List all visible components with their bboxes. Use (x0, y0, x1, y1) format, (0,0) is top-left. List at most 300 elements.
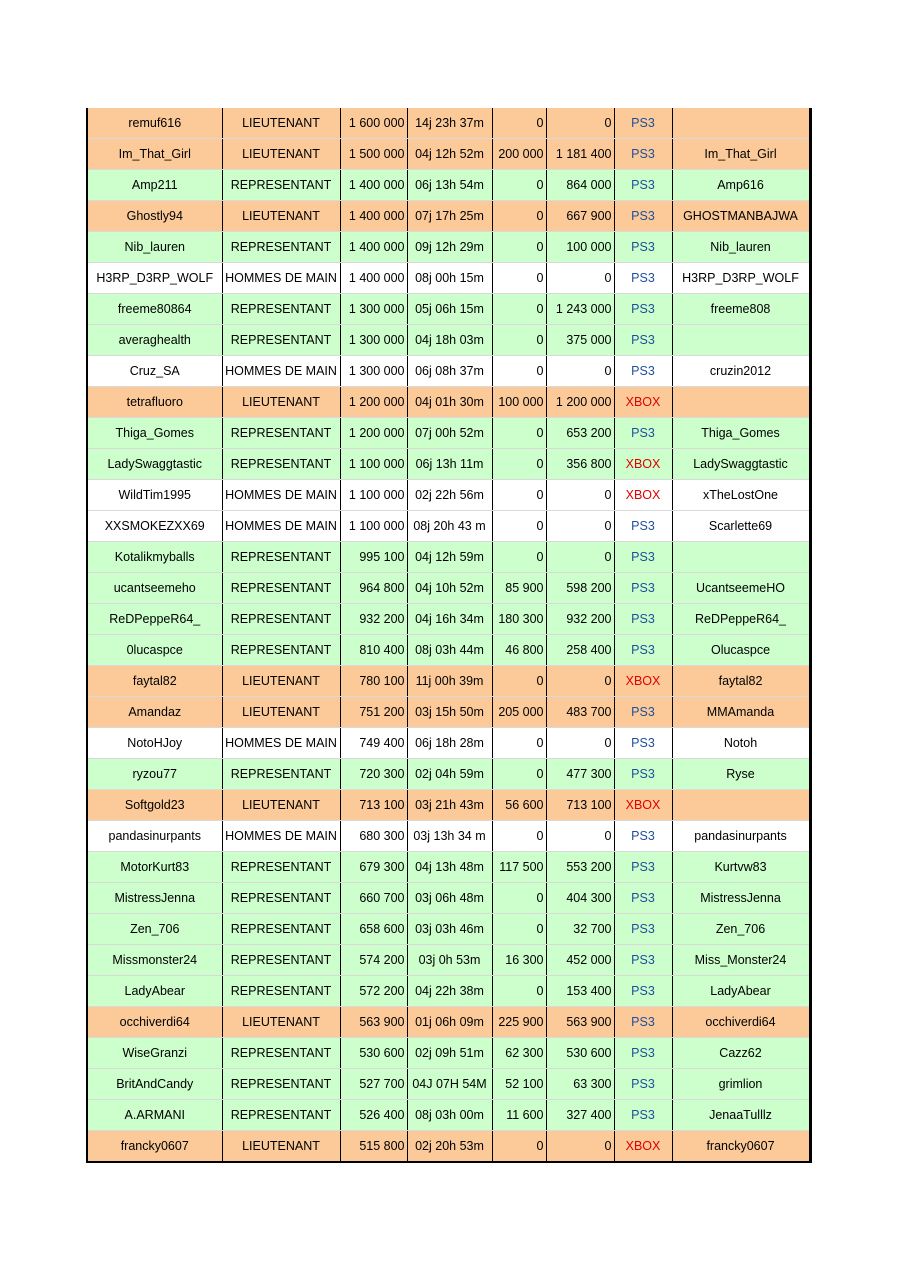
cell-rank: LIEUTENANT (222, 790, 340, 821)
cell-points: 1 600 000 (340, 108, 407, 139)
cell-rank: REPRESENTANT (222, 852, 340, 883)
cell-platform: PS3 (614, 573, 672, 604)
cell-alias: cruzin2012 (672, 356, 810, 387)
cell-name: remuf616 (87, 108, 222, 139)
cell-points: 658 600 (340, 914, 407, 945)
cell-points: 932 200 (340, 604, 407, 635)
cell-alias: francky0607 (672, 1131, 810, 1163)
cell-alias (672, 790, 810, 821)
cell-rank: LIEUTENANT (222, 387, 340, 418)
cell-value-2: 0 (546, 263, 614, 294)
cell-points: 1 100 000 (340, 449, 407, 480)
cell-alias: LadyAbear (672, 976, 810, 1007)
table-row (87, 759, 810, 790)
table-row (87, 728, 810, 759)
cell-time: 06j 18h 28m (407, 728, 492, 759)
cell-value-1: 100 000 (492, 387, 546, 418)
cell-platform: PS3 (614, 1007, 672, 1038)
cell-points: 1 200 000 (340, 418, 407, 449)
cell-rank: LIEUTENANT (222, 108, 340, 139)
cell-name: ucantseemeho (87, 573, 222, 604)
cell-value-1: 0 (492, 542, 546, 573)
cell-value-2: 553 200 (546, 852, 614, 883)
cell-platform: PS3 (614, 356, 672, 387)
cell-rank: REPRESENTANT (222, 883, 340, 914)
table-row (87, 387, 810, 418)
table-row (87, 511, 810, 542)
cell-platform: XBOX (614, 1131, 672, 1163)
cell-value-2: 563 900 (546, 1007, 614, 1038)
cell-points: 515 800 (340, 1131, 407, 1163)
cell-points: 574 200 (340, 945, 407, 976)
table-row (87, 914, 810, 945)
table-row (87, 945, 810, 976)
cell-time: 04j 13h 48m (407, 852, 492, 883)
cell-rank: LIEUTENANT (222, 697, 340, 728)
cell-points: 1 300 000 (340, 294, 407, 325)
cell-value-2: 0 (546, 108, 614, 139)
table-row (87, 170, 810, 201)
cell-alias: Scarlette69 (672, 511, 810, 542)
cell-platform: PS3 (614, 418, 672, 449)
cell-name: Amandaz (87, 697, 222, 728)
cell-rank: LIEUTENANT (222, 139, 340, 170)
cell-alias: MistressJenna (672, 883, 810, 914)
cell-alias (672, 325, 810, 356)
cell-value-1: 0 (492, 294, 546, 325)
cell-rank: REPRESENTANT (222, 542, 340, 573)
cell-alias: grimlion (672, 1069, 810, 1100)
cell-rank: REPRESENTANT (222, 449, 340, 480)
cell-time: 04j 18h 03m (407, 325, 492, 356)
cell-name: Softgold23 (87, 790, 222, 821)
cell-alias: JenaaTulllz (672, 1100, 810, 1131)
cell-platform: PS3 (614, 914, 672, 945)
cell-time: 02j 09h 51m (407, 1038, 492, 1069)
cell-value-2: 1 181 400 (546, 139, 614, 170)
cell-alias: Kurtvw83 (672, 852, 810, 883)
cell-time: 07j 17h 25m (407, 201, 492, 232)
cell-points: 995 100 (340, 542, 407, 573)
cell-platform: XBOX (614, 449, 672, 480)
cell-platform: XBOX (614, 387, 672, 418)
cell-value-2: 713 100 (546, 790, 614, 821)
table-row (87, 449, 810, 480)
cell-value-1: 0 (492, 759, 546, 790)
cell-value-2: 356 800 (546, 449, 614, 480)
table-row (87, 294, 810, 325)
cell-platform: PS3 (614, 232, 672, 263)
cell-value-1: 0 (492, 325, 546, 356)
cell-name: Ghostly94 (87, 201, 222, 232)
cell-value-1: 205 000 (492, 697, 546, 728)
cell-points: 679 300 (340, 852, 407, 883)
cell-alias: pandasinurpants (672, 821, 810, 852)
cell-rank: HOMMES DE MAIN (222, 480, 340, 511)
cell-name: Thiga_Gomes (87, 418, 222, 449)
cell-name: tetrafluoro (87, 387, 222, 418)
cell-value-1: 46 800 (492, 635, 546, 666)
cell-alias: Zen_706 (672, 914, 810, 945)
cell-alias: MMAmanda (672, 697, 810, 728)
cell-value-1: 0 (492, 201, 546, 232)
cell-value-1: 11 600 (492, 1100, 546, 1131)
cell-time: 02j 04h 59m (407, 759, 492, 790)
cell-time: 03j 13h 34 m (407, 821, 492, 852)
cell-name: freeme80864 (87, 294, 222, 325)
cell-name: LadyAbear (87, 976, 222, 1007)
cell-time: 03j 15h 50m (407, 697, 492, 728)
cell-rank: REPRESENTANT (222, 759, 340, 790)
cell-points: 1 100 000 (340, 511, 407, 542)
table-row (87, 480, 810, 511)
cell-points: 660 700 (340, 883, 407, 914)
table-row (87, 418, 810, 449)
cell-value-1: 85 900 (492, 573, 546, 604)
cell-alias: LadySwaggtastic (672, 449, 810, 480)
cell-name: H3RP_D3RP_WOLF (87, 263, 222, 294)
cell-value-2: 530 600 (546, 1038, 614, 1069)
cell-name: Zen_706 (87, 914, 222, 945)
cell-rank: HOMMES DE MAIN (222, 821, 340, 852)
cell-points: 680 300 (340, 821, 407, 852)
cell-rank: HOMMES DE MAIN (222, 728, 340, 759)
cell-value-2: 0 (546, 356, 614, 387)
cell-value-1: 52 100 (492, 1069, 546, 1100)
cell-value-2: 932 200 (546, 604, 614, 635)
cell-alias: GHOSTMANBAJWA (672, 201, 810, 232)
cell-time: 01j 06h 09m (407, 1007, 492, 1038)
members-table (86, 108, 812, 1163)
cell-time: 06j 13h 54m (407, 170, 492, 201)
cell-platform: PS3 (614, 821, 672, 852)
cell-value-1: 16 300 (492, 945, 546, 976)
cell-value-1: 0 (492, 232, 546, 263)
table-row (87, 356, 810, 387)
table-row (87, 108, 810, 139)
cell-value-2: 1 243 000 (546, 294, 614, 325)
cell-value-1: 0 (492, 666, 546, 697)
cell-value-1: 0 (492, 263, 546, 294)
cell-rank: REPRESENTANT (222, 914, 340, 945)
cell-value-2: 100 000 (546, 232, 614, 263)
cell-time: 03j 03h 46m (407, 914, 492, 945)
cell-platform: PS3 (614, 511, 672, 542)
cell-name: 0lucaspce (87, 635, 222, 666)
cell-time: 07j 00h 52m (407, 418, 492, 449)
cell-value-1: 0 (492, 480, 546, 511)
table-row (87, 1007, 810, 1038)
cell-value-2: 32 700 (546, 914, 614, 945)
cell-alias (672, 108, 810, 139)
cell-rank: REPRESENTANT (222, 170, 340, 201)
cell-value-2: 0 (546, 666, 614, 697)
cell-platform: PS3 (614, 170, 672, 201)
cell-points: 1 200 000 (340, 387, 407, 418)
cell-points: 751 200 (340, 697, 407, 728)
cell-points: 810 400 (340, 635, 407, 666)
cell-time: 04j 01h 30m (407, 387, 492, 418)
cell-time: 08j 03h 44m (407, 635, 492, 666)
cell-points: 1 400 000 (340, 201, 407, 232)
cell-rank: HOMMES DE MAIN (222, 511, 340, 542)
cell-rank: HOMMES DE MAIN (222, 356, 340, 387)
cell-platform: PS3 (614, 1069, 672, 1100)
cell-platform: PS3 (614, 945, 672, 976)
cell-value-2: 1 200 000 (546, 387, 614, 418)
table-row (87, 883, 810, 914)
cell-value-2: 153 400 (546, 976, 614, 1007)
table-row (87, 232, 810, 263)
cell-value-1: 0 (492, 821, 546, 852)
cell-platform: PS3 (614, 697, 672, 728)
cell-value-2: 477 300 (546, 759, 614, 790)
cell-alias: Olucaspce (672, 635, 810, 666)
cell-points: 1 100 000 (340, 480, 407, 511)
cell-value-2: 0 (546, 480, 614, 511)
cell-alias: UcantseemeHO (672, 573, 810, 604)
table-row (87, 1131, 810, 1163)
cell-points: 720 300 (340, 759, 407, 790)
cell-rank: LIEUTENANT (222, 1131, 340, 1163)
cell-points: 572 200 (340, 976, 407, 1007)
cell-alias: Nib_lauren (672, 232, 810, 263)
cell-time: 04j 12h 59m (407, 542, 492, 573)
cell-time: 14j 23h 37m (407, 108, 492, 139)
cell-platform: PS3 (614, 759, 672, 790)
cell-points: 964 800 (340, 573, 407, 604)
cell-platform: PS3 (614, 108, 672, 139)
cell-alias: Cazz62 (672, 1038, 810, 1069)
cell-platform: PS3 (614, 1038, 672, 1069)
cell-time: 04j 22h 38m (407, 976, 492, 1007)
cell-name: averaghealth (87, 325, 222, 356)
table-row (87, 697, 810, 728)
cell-value-1: 0 (492, 914, 546, 945)
cell-time: 03j 0h 53m (407, 945, 492, 976)
cell-value-1: 117 500 (492, 852, 546, 883)
cell-name: faytal82 (87, 666, 222, 697)
cell-value-2: 0 (546, 511, 614, 542)
table-row (87, 573, 810, 604)
cell-alias: xTheLostOne (672, 480, 810, 511)
cell-time: 09j 12h 29m (407, 232, 492, 263)
cell-value-1: 56 600 (492, 790, 546, 821)
cell-time: 06j 13h 11m (407, 449, 492, 480)
cell-name: Nib_lauren (87, 232, 222, 263)
table-row (87, 1100, 810, 1131)
cell-rank: REPRESENTANT (222, 1038, 340, 1069)
cell-platform: XBOX (614, 666, 672, 697)
table-row (87, 821, 810, 852)
table-row (87, 139, 810, 170)
cell-value-2: 864 000 (546, 170, 614, 201)
cell-time: 06j 08h 37m (407, 356, 492, 387)
cell-rank: REPRESENTANT (222, 945, 340, 976)
cell-value-1: 200 000 (492, 139, 546, 170)
cell-value-1: 225 900 (492, 1007, 546, 1038)
cell-value-2: 258 400 (546, 635, 614, 666)
cell-alias: H3RP_D3RP_WOLF (672, 263, 810, 294)
cell-platform: PS3 (614, 294, 672, 325)
cell-time: 03j 21h 43m (407, 790, 492, 821)
table-row (87, 852, 810, 883)
cell-points: 780 100 (340, 666, 407, 697)
cell-platform: PS3 (614, 201, 672, 232)
cell-points: 1 400 000 (340, 263, 407, 294)
table-row (87, 542, 810, 573)
cell-platform: XBOX (614, 790, 672, 821)
cell-name: LadySwaggtastic (87, 449, 222, 480)
cell-name: NotoHJoy (87, 728, 222, 759)
cell-time: 02j 22h 56m (407, 480, 492, 511)
cell-name: WildTim1995 (87, 480, 222, 511)
cell-time: 08j 03h 00m (407, 1100, 492, 1131)
cell-value-1: 0 (492, 511, 546, 542)
cell-time: 04j 16h 34m (407, 604, 492, 635)
cell-name: MistressJenna (87, 883, 222, 914)
cell-value-1: 0 (492, 356, 546, 387)
cell-value-1: 0 (492, 418, 546, 449)
cell-platform: PS3 (614, 852, 672, 883)
cell-points: 527 700 (340, 1069, 407, 1100)
table-row (87, 1038, 810, 1069)
cell-rank: REPRESENTANT (222, 573, 340, 604)
cell-points: 1 300 000 (340, 325, 407, 356)
table-row (87, 201, 810, 232)
table-row (87, 325, 810, 356)
cell-name: Im_That_Girl (87, 139, 222, 170)
cell-value-2: 404 300 (546, 883, 614, 914)
cell-rank: REPRESENTANT (222, 1100, 340, 1131)
cell-alias: Amp616 (672, 170, 810, 201)
cell-alias (672, 387, 810, 418)
cell-time: 11j 00h 39m (407, 666, 492, 697)
cell-alias (672, 542, 810, 573)
cell-name: ReDPeppeR64_ (87, 604, 222, 635)
cell-value-1: 0 (492, 108, 546, 139)
cell-platform: PS3 (614, 883, 672, 914)
cell-time: 08j 00h 15m (407, 263, 492, 294)
cell-name: ryzou77 (87, 759, 222, 790)
cell-alias: occhiverdi64 (672, 1007, 810, 1038)
cell-alias: faytal82 (672, 666, 810, 697)
cell-points: 1 300 000 (340, 356, 407, 387)
cell-points: 749 400 (340, 728, 407, 759)
table-row (87, 604, 810, 635)
cell-platform: PS3 (614, 1100, 672, 1131)
cell-rank: REPRESENTANT (222, 418, 340, 449)
cell-value-2: 0 (546, 821, 614, 852)
cell-value-2: 452 000 (546, 945, 614, 976)
cell-value-1: 0 (492, 1131, 546, 1163)
cell-time: 04J 07H 54M (407, 1069, 492, 1100)
cell-value-2: 598 200 (546, 573, 614, 604)
cell-platform: PS3 (614, 604, 672, 635)
cell-alias: Miss_Monster24 (672, 945, 810, 976)
cell-time: 05j 06h 15m (407, 294, 492, 325)
cell-platform: PS3 (614, 728, 672, 759)
cell-platform: PS3 (614, 325, 672, 356)
cell-name: WiseGranzi (87, 1038, 222, 1069)
cell-time: 08j 20h 43 m (407, 511, 492, 542)
cell-platform: XBOX (614, 480, 672, 511)
cell-rank: REPRESENTANT (222, 635, 340, 666)
cell-alias: Notoh (672, 728, 810, 759)
cell-rank: LIEUTENANT (222, 1007, 340, 1038)
cell-value-2: 327 400 (546, 1100, 614, 1131)
table-row (87, 976, 810, 1007)
cell-platform: PS3 (614, 976, 672, 1007)
cell-time: 03j 06h 48m (407, 883, 492, 914)
cell-points: 530 600 (340, 1038, 407, 1069)
cell-name: MotorKurt83 (87, 852, 222, 883)
table-row (87, 263, 810, 294)
cell-alias: freeme808 (672, 294, 810, 325)
cell-name: A.ARMANI (87, 1100, 222, 1131)
cell-value-1: 0 (492, 728, 546, 759)
cell-time: 02j 20h 53m (407, 1131, 492, 1163)
cell-value-2: 0 (546, 542, 614, 573)
cell-value-2: 0 (546, 728, 614, 759)
table-body (87, 108, 810, 1162)
cell-value-1: 62 300 (492, 1038, 546, 1069)
cell-rank: LIEUTENANT (222, 666, 340, 697)
cell-name: BritAndCandy (87, 1069, 222, 1100)
table-row (87, 666, 810, 697)
cell-points: 526 400 (340, 1100, 407, 1131)
cell-value-2: 483 700 (546, 697, 614, 728)
cell-alias: ReDPeppeR64_ (672, 604, 810, 635)
cell-points: 713 100 (340, 790, 407, 821)
cell-value-2: 63 300 (546, 1069, 614, 1100)
cell-value-2: 0 (546, 1131, 614, 1163)
cell-value-1: 0 (492, 883, 546, 914)
cell-alias: Ryse (672, 759, 810, 790)
cell-platform: PS3 (614, 635, 672, 666)
cell-value-1: 180 300 (492, 604, 546, 635)
cell-rank: REPRESENTANT (222, 232, 340, 263)
cell-name: Amp211 (87, 170, 222, 201)
cell-points: 1 400 000 (340, 170, 407, 201)
cell-alias: Thiga_Gomes (672, 418, 810, 449)
cell-alias: Im_That_Girl (672, 139, 810, 170)
cell-platform: PS3 (614, 263, 672, 294)
cell-name: Cruz_SA (87, 356, 222, 387)
cell-points: 1 500 000 (340, 139, 407, 170)
cell-points: 563 900 (340, 1007, 407, 1038)
cell-rank: REPRESENTANT (222, 604, 340, 635)
cell-name: XXSMOKEZXX69 (87, 511, 222, 542)
cell-value-1: 0 (492, 976, 546, 1007)
cell-points: 1 400 000 (340, 232, 407, 263)
cell-value-2: 667 900 (546, 201, 614, 232)
cell-value-1: 0 (492, 449, 546, 480)
table-row (87, 635, 810, 666)
cell-value-2: 375 000 (546, 325, 614, 356)
cell-rank: REPRESENTANT (222, 325, 340, 356)
table-row (87, 790, 810, 821)
table-row (87, 1069, 810, 1100)
cell-platform: PS3 (614, 139, 672, 170)
cell-time: 04j 10h 52m (407, 573, 492, 604)
cell-value-2: 653 200 (546, 418, 614, 449)
cell-name: Missmonster24 (87, 945, 222, 976)
cell-name: francky0607 (87, 1131, 222, 1163)
cell-name: occhiverdi64 (87, 1007, 222, 1038)
cell-rank: REPRESENTANT (222, 976, 340, 1007)
cell-time: 04j 12h 52m (407, 139, 492, 170)
